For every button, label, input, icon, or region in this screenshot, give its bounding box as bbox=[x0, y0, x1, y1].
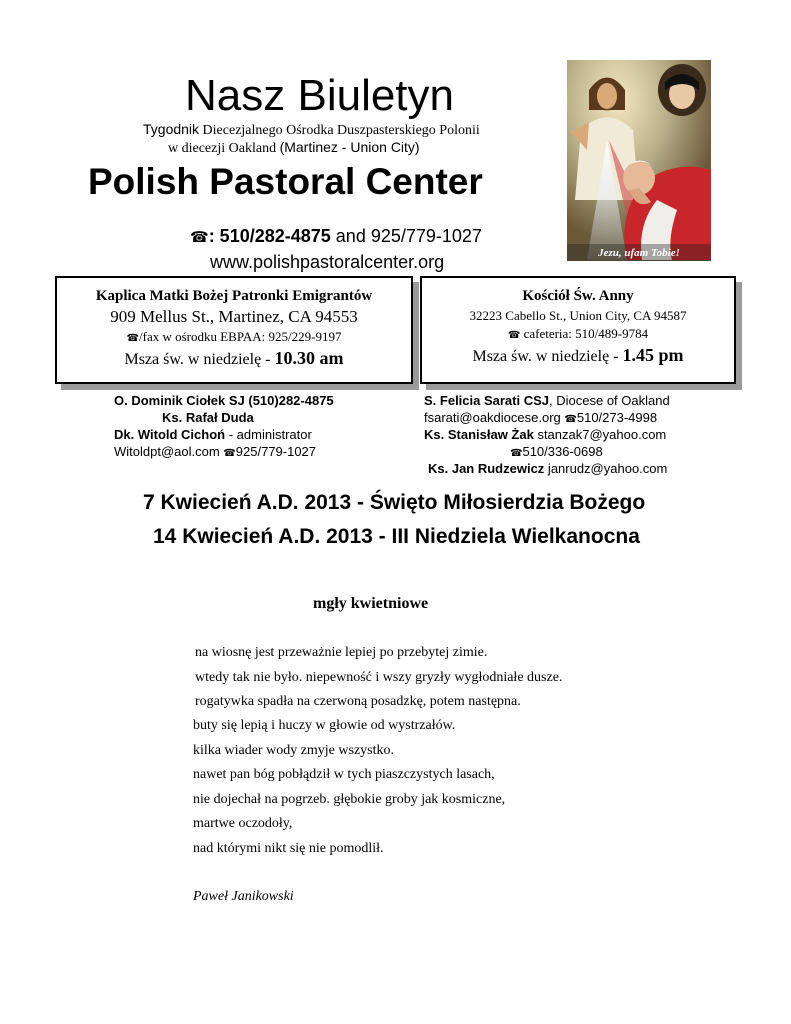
date-heading-1: 7 Kwiecień A.D. 2013 - Święto Miłosierdzia Bożego bbox=[143, 491, 646, 514]
clergy-left-3 bbox=[114, 426, 312, 443]
poem-line: na wiosnę jest przeważnie lepiej po przebytej zimie. bbox=[195, 645, 488, 660]
clergy-name: S. Felicia Sarati CSJ bbox=[424, 393, 550, 408]
poem-title: mgły kwietniowe bbox=[313, 595, 429, 612]
clergy-name: Ks. Rafał Duda bbox=[162, 410, 254, 425]
church-mass-time bbox=[422, 345, 734, 366]
chapel-fax bbox=[57, 329, 411, 345]
telephone-icon: ☎ bbox=[223, 448, 236, 459]
church-cafeteria-text: cafeteria: 510/489-9784 bbox=[520, 326, 649, 341]
clergy-email[interactable]: janrudz@yahoo.com bbox=[544, 461, 668, 476]
telephone-icon: ☎ bbox=[126, 333, 139, 344]
poem-line: buty się lepią i huczy w głowie od wystrzałów. bbox=[193, 718, 456, 733]
poem-line: nie dojechał na pogrzeb. głębokie groby jak kosmiczne, bbox=[193, 792, 506, 807]
poem-line: nawet pan bóg pobłądził w tych piaszczystych lasach, bbox=[193, 767, 495, 782]
poem-line: rogatywka spadła na czerwoną posadzkę, potem następna. bbox=[195, 694, 521, 709]
clergy-name: Ks. Stanisław Żak bbox=[424, 427, 534, 442]
telephone-icon: ☎ bbox=[510, 448, 523, 459]
telephone-icon: ☎ bbox=[507, 330, 521, 341]
clergy-right-3 bbox=[424, 426, 666, 443]
bulletin-title: Nasz Biuletyn bbox=[185, 71, 455, 120]
chapel-info-box bbox=[55, 276, 413, 384]
telephone-icon: ☎ bbox=[564, 414, 577, 425]
subtitle-text: Diecezjalnego Ośrodka Duszpasterskiego Polonii bbox=[199, 123, 480, 138]
poem-line: martwe oczodoły, bbox=[193, 816, 293, 831]
clergy-email[interactable]: Witoldpt@aol.com bbox=[114, 444, 224, 459]
chapel-name: Kaplica Matki Bożej Patronki Emigrantów bbox=[95, 288, 373, 304]
chapel-fax-text: /fax w ośrodku EBPAA: 925/229-9197 bbox=[139, 329, 342, 344]
clergy-left-1 bbox=[114, 392, 334, 409]
poem-line: wtedy tak nie było. niepewność i wszy gryzły wygłodniałe dusze. bbox=[195, 670, 563, 685]
subtitle-line-2 bbox=[168, 139, 420, 157]
clergy-left-4 bbox=[114, 443, 316, 462]
subtitle-word: Tygodnik bbox=[143, 121, 200, 137]
church-info-box bbox=[420, 276, 736, 384]
clergy-right-1 bbox=[424, 392, 670, 409]
telephone-icon: ☎ bbox=[190, 229, 209, 246]
church-name: Kościół Św. Anny bbox=[522, 288, 634, 304]
phone-alt: and 925/779-1027 bbox=[330, 226, 482, 246]
mass-hour: 10.30 am bbox=[274, 348, 344, 368]
image-caption: Jezu, ufam Tobie! bbox=[598, 247, 680, 259]
phone-main: : 510/282-4875 bbox=[208, 226, 331, 246]
clergy-role: , Diocese of Oakland bbox=[549, 393, 670, 408]
clergy-role: - administrator bbox=[225, 427, 312, 442]
mass-prefix: Msza św. w niedzielę - bbox=[472, 348, 623, 365]
center-name: Polish Pastoral Center bbox=[88, 161, 483, 202]
clergy-left-2 bbox=[162, 409, 254, 426]
clergy-phone: 510/336-0698 bbox=[522, 444, 603, 459]
poem-line: nad którymi nikt się nie pomodlił. bbox=[193, 841, 384, 856]
church-address: 32223 Cabello St., Union City, CA 94587 bbox=[469, 308, 687, 323]
chapel-mass-time bbox=[57, 348, 411, 369]
clergy-name: O. Dominik Ciołek SJ (510)282-4875 bbox=[114, 393, 334, 408]
website-link[interactable]: www.polishpastoralcenter.org bbox=[210, 252, 445, 272]
clergy-phone: 925/779-1027 bbox=[235, 444, 317, 459]
divine-mercy-image bbox=[567, 60, 711, 261]
clergy-email[interactable]: stanzak7@yahoo.com bbox=[533, 427, 667, 442]
clergy-name: Dk. Witold Cichoń bbox=[114, 427, 226, 442]
subtitle-diocese: w diecezji Oakland bbox=[168, 141, 280, 156]
phone-line bbox=[190, 226, 482, 247]
mass-prefix: Msza św. w niedzielę - bbox=[124, 351, 275, 368]
chapel-address: 909 Mellus St., Martinez, CA 94553 bbox=[110, 307, 358, 326]
mass-hour: 1.45 pm bbox=[622, 345, 684, 365]
clergy-name: Ks. Jan Rudzewicz bbox=[428, 461, 545, 476]
poem-line: kilka wiader wody zmyje wszystko. bbox=[193, 743, 395, 758]
date-heading-2: 14 Kwiecień A.D. 2013 - III Niedziela Wielkanocna bbox=[153, 525, 640, 548]
subtitle-line-1 bbox=[143, 121, 480, 139]
subtitle-place: (Martinez - Union City) bbox=[279, 139, 420, 155]
clergy-phone: 510/273-4998 bbox=[576, 410, 658, 425]
poem-author: Paweł Janikowski bbox=[193, 889, 294, 904]
clergy-email[interactable]: fsarati@oakdiocese.org bbox=[424, 410, 565, 425]
church-cafeteria bbox=[422, 326, 734, 342]
clergy-right-5 bbox=[428, 460, 667, 477]
